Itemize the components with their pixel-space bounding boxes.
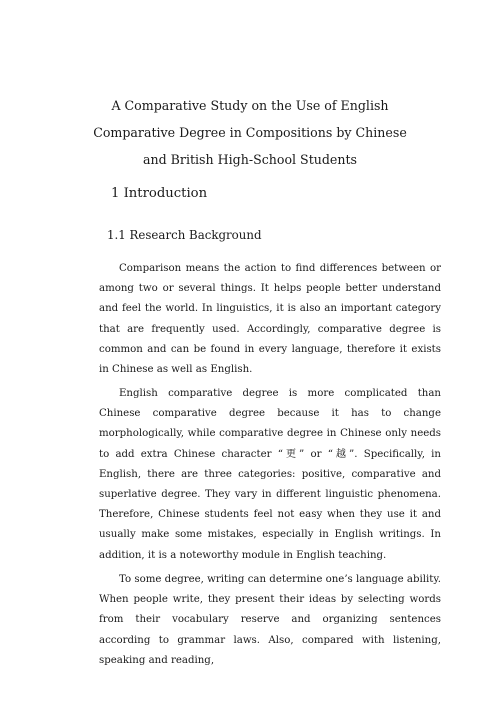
paragraph: To some degree, writing can determine one’s language ability. When people write, they present their ideas by selecting words from their vocabulary reserve and organizing sentences according to grammar laws. Also, compared with listening, speaking and reading, bbox=[99, 574, 441, 666]
section-heading: 1 Introduction bbox=[111, 186, 208, 201]
paragraph-block bbox=[99, 259, 441, 380]
paragraph: Comparison means the action to find differences between or among two or several things. It helps people better understand and feel the world. In linguistics, it is also an important category that are frequently used. Accordingly, comparative degree is common and can be found in every language, therefore it exists in Chinese as well as English. bbox=[99, 263, 441, 376]
title-line: A Comparative Study on the Use of English bbox=[111, 98, 389, 113]
title-line: Comparative Degree in Compositions by Chinese bbox=[93, 125, 407, 140]
title-line: and British High-School Students bbox=[142, 152, 358, 167]
paragraph: English comparative degree is more complicated than Chinese comparative degree because it has to change morphologically, while comparative degree in Chinese only needs to add extra Chinese character “更” or “越”. Specifically, in English, there are three categories: positive, comparative and superlative degree. They vary in different linguistic phenomena. Therefore, Chinese students feel not easy when they use it and usually make some mistakes, especially in English writings. In addition, it is a noteworthy module in English teaching. bbox=[99, 388, 441, 561]
subsection-heading: 1.1 Research Background bbox=[107, 228, 262, 242]
paragraph-block bbox=[99, 570, 441, 671]
paragraph-block bbox=[99, 384, 441, 566]
document-title bbox=[0, 92, 500, 173]
